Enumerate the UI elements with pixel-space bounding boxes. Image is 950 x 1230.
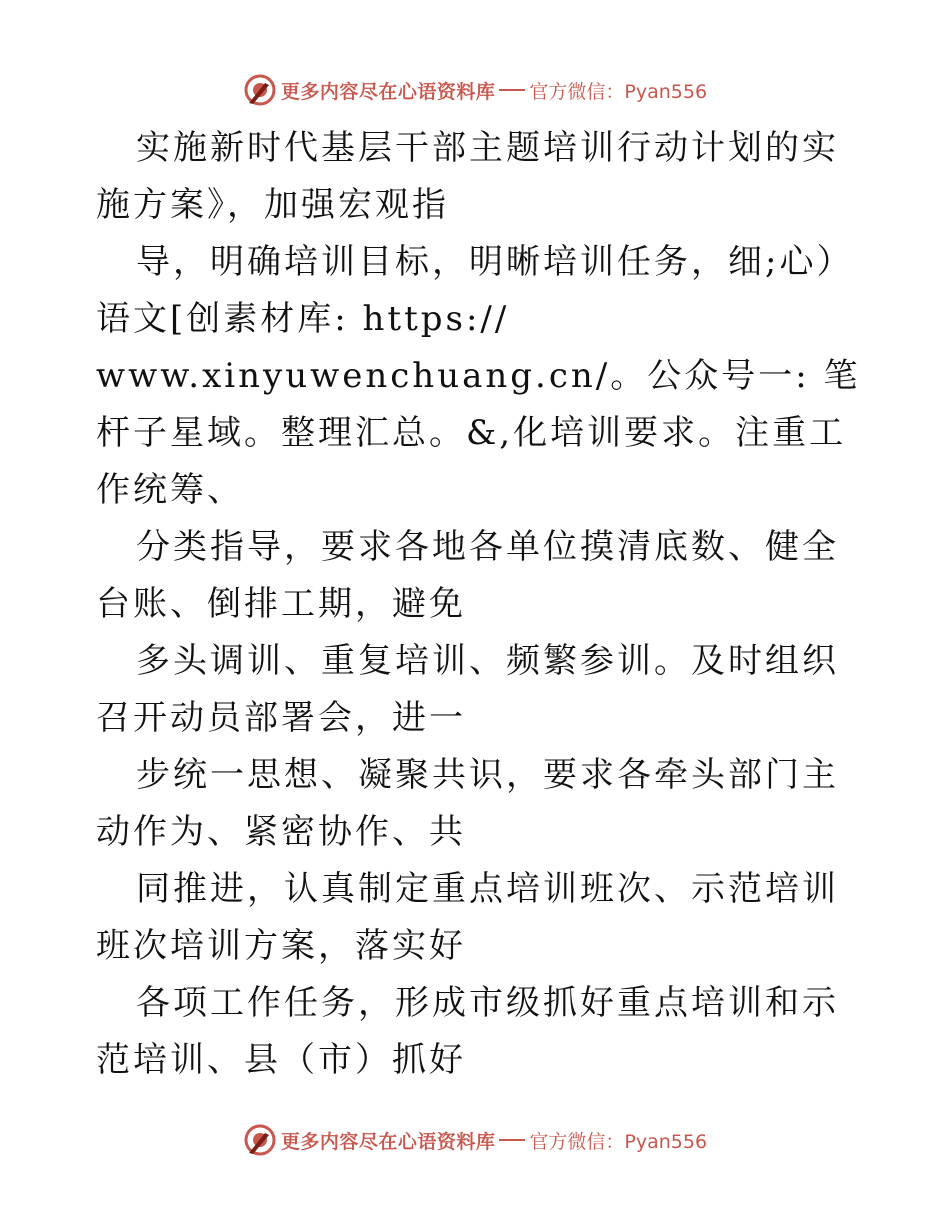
watermark-dash: [499, 89, 525, 91]
paragraph-5: 多头调训、重复培训、频繁参训。及时组织召开动员部署会，进一: [96, 641, 839, 738]
footer-watermark: [0, 1122, 950, 1158]
quill-seal-icon: [243, 1123, 277, 1157]
paragraph-6: 步统一思想、凝聚共识，要求各牵头部门主动作为、紧密协作、共: [96, 755, 839, 852]
watermark-contact: 官方微信：Pyan556: [529, 1130, 708, 1153]
watermark-dash: [499, 1139, 525, 1141]
paragraph-4: 分类指导，要求各地各单位摸清底数、健全台账、倒排工期，避免: [96, 527, 839, 624]
paragraph-8: 各项工作任务，形成市级抓好重点培训和示范培训、县（市）抓好: [96, 983, 839, 1080]
watermark-text: 更多内容尽在心语资料库: [280, 80, 496, 103]
paragraph-3: www.xinyuwenchuang.cn/。公众号一: 笔杆子星域。整理汇总。&,化培训要求。注重工作统筹、: [96, 356, 861, 510]
header-watermark: [0, 72, 950, 108]
document-body: [96, 120, 866, 1089]
paragraph-2: 导，明确培训目标，明晰培训任务，细;心）语文[创素材库: https://: [96, 242, 854, 339]
watermark-contact: 官方微信：Pyan556: [529, 80, 708, 103]
paragraph-1: 实施新时代基层干部主题培训行动计划的实施方案》，加强宏观指: [96, 128, 839, 225]
watermark-text: 更多内容尽在心语资料库: [280, 1130, 496, 1153]
paragraph-7: 同推进，认真制定重点培训班次、示范培训班次培训方案，落实好: [96, 869, 839, 966]
quill-seal-icon: [243, 73, 277, 107]
